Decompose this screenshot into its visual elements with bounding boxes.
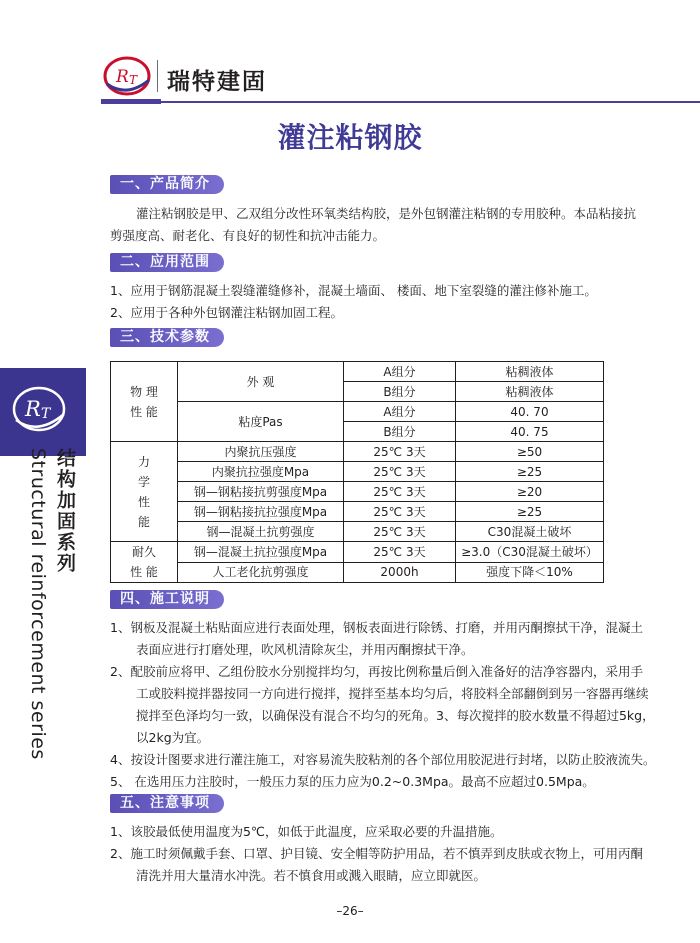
table-cell: A组分 <box>344 362 456 382</box>
text-line: 2、施工时须佩戴手套、口罩、护目镜、安全帽等防护用品，若不慎弄到皮肤或衣物上，可用丙酮 <box>110 846 643 861</box>
table-group-cell <box>111 442 178 542</box>
text-line: 剪强度高、耐老化、有良好的韧性和抗冲击能力。 <box>110 228 386 243</box>
table-cell: C30混凝土破坏 <box>456 522 604 542</box>
section-heading: 四、施工说明 <box>110 590 224 609</box>
text-line: 工或胶料搅拌器按同一方向进行搅拌，搅拌至基本均匀后，将胶料全部翻倒到另一容器再继续 <box>136 686 649 701</box>
text-line: 清洗并用大量清水冲洗。若不慎食用或溅入眼睛，应立即就医。 <box>136 868 487 883</box>
table-cell: B组分 <box>344 382 456 402</box>
logo-divider <box>157 60 158 92</box>
text-line: 以2kg为宜。 <box>136 730 210 745</box>
table-row <box>111 482 604 502</box>
text-line: 1、钢板及混凝土粘贴面应进行表面处理，钢板表面进行除锈、打磨，并用丙酮擦拭干净，混凝土 <box>110 620 643 635</box>
group-label: 学 <box>137 474 150 489</box>
section-heading: 二、应用范围 <box>110 253 224 272</box>
table-row <box>111 562 604 583</box>
text-line: 5、 在选用压力注胶时，一般压力泵的压力应为0.2~0.3Mpa。最高不应超过0.5Mpa。 <box>110 774 595 789</box>
table-row <box>111 362 604 382</box>
brand-logo <box>101 54 153 98</box>
table-cell: 25℃ 3天 <box>344 482 456 502</box>
table-cell: 25℃ 3天 <box>344 462 456 482</box>
page-title: 灌注粘钢胶 <box>277 121 423 154</box>
spec-table <box>110 361 604 583</box>
text-line: 表面应进行打磨处理，吹风机清除灰尘，并用丙酮擦拭干净。 <box>136 642 474 657</box>
text-line: 2、应用于各种外包钢灌注粘钢加固工程。 <box>110 305 343 320</box>
group-label: 物 理 <box>130 384 158 399</box>
text-line: 1、应用于钢筋混凝土裂缝灌缝修补，混凝土墙面、 楼面、地下室裂缝的灌注修补施工。 <box>110 283 597 298</box>
group-label: 性 能 <box>130 565 158 579</box>
table-row <box>111 502 604 522</box>
text-line: 1、该胶最低使用温度为5℃，如低于此温度，应采取必要的升温措施。 <box>110 824 503 839</box>
table-group-cell <box>111 362 178 442</box>
section-heading: 三、技术参数 <box>110 328 224 347</box>
sidebar-series-en: Structural reinforcement series <box>27 448 49 760</box>
table-cell: ≥25 <box>456 502 604 522</box>
table-row <box>111 402 604 422</box>
sidebar-logo-icon <box>8 380 70 438</box>
section-body <box>110 203 637 247</box>
table-cell: A组分 <box>344 402 456 422</box>
group-label: 耐久 <box>131 545 156 559</box>
table-cell: 外 观 <box>178 362 344 402</box>
page-number: –26– <box>336 904 364 918</box>
table-cell: 40. 70 <box>456 402 604 422</box>
table-cell: 强度下降＜10% <box>456 562 604 583</box>
table-cell: 25℃ 3天 <box>344 502 456 522</box>
table-group-cell <box>111 542 178 583</box>
table-cell: ≥20 <box>456 482 604 502</box>
text-line: 灌注粘钢胶是甲、乙双组分改性环氧类结构胶，是外包钢灌注粘钢的专用胶种。本品粘接抗 <box>136 206 637 221</box>
text-line: 搅拌至色泽均匀一致，以确保没有混合不均匀的死角。3、每次搅拌的胶水数量不得超过5kg， <box>136 708 655 723</box>
table-cell: 钢—钢粘接抗剪强度Mpa <box>178 482 344 502</box>
table-cell: 粘稠液体 <box>456 382 604 402</box>
section-body <box>110 280 610 324</box>
group-label: 力 <box>137 454 150 469</box>
table-cell: 钢—混凝土抗拉强度Mpa <box>178 542 344 563</box>
svg-text:T: T <box>41 406 51 422</box>
svg-text:T: T <box>129 73 138 87</box>
table-cell: ≥3.0（C30混凝土破坏） <box>456 542 604 563</box>
table-cell: 人工老化抗剪强度 <box>178 562 344 583</box>
text-line: 4、按设计图要求进行灌注施工，对容易流失胶粘剂的各个部位用胶泥进行封堵，以防止胶液流失。 <box>110 752 656 767</box>
table-cell: ≥25 <box>456 462 604 482</box>
table-cell: 内聚抗拉强度Mpa <box>178 462 344 482</box>
table-cell: 25℃ 3天 <box>344 442 456 462</box>
svg-text:R: R <box>116 67 129 87</box>
group-label: 能 <box>137 514 150 529</box>
header-rule <box>101 101 700 103</box>
table-cell: 25℃ 3天 <box>344 542 456 563</box>
sidebar-series-cn: 结构加固系列 <box>54 448 76 574</box>
brand-name: 瑞特建固 <box>167 69 267 95</box>
section-body <box>110 821 643 887</box>
table-cell: 25℃ 3天 <box>344 522 456 542</box>
table-row <box>111 442 604 462</box>
table-cell: ≥50 <box>456 442 604 462</box>
table-cell: 钢—钢粘接抗拉强度Mpa <box>178 502 344 522</box>
section-heading: 一、产品简介 <box>110 175 224 194</box>
table-cell: 内聚抗压强度 <box>178 442 344 462</box>
table-cell: 2000h <box>344 562 456 583</box>
svg-text:R: R <box>25 397 41 421</box>
table-cell: 粘度Pas <box>178 402 344 442</box>
group-label: 性 能 <box>130 404 158 419</box>
text-line: 2、配胶前应将甲、乙组份胶水分别搅拌均匀，再按比例称量后倒入准备好的洁净容器内，采用手 <box>110 664 643 679</box>
table-cell: 钢—混凝土抗剪强度 <box>178 522 344 542</box>
table-cell: 40. 75 <box>456 422 604 442</box>
group-label: 性 <box>137 494 150 509</box>
table-row <box>111 542 604 563</box>
section-body <box>110 617 656 793</box>
sidebar-tab <box>0 368 86 456</box>
section-heading: 五、注意事项 <box>110 794 224 813</box>
table-cell: B组分 <box>344 422 456 442</box>
table-row <box>111 522 604 542</box>
table-row <box>111 462 604 482</box>
table-cell: 粘稠液体 <box>456 362 604 382</box>
